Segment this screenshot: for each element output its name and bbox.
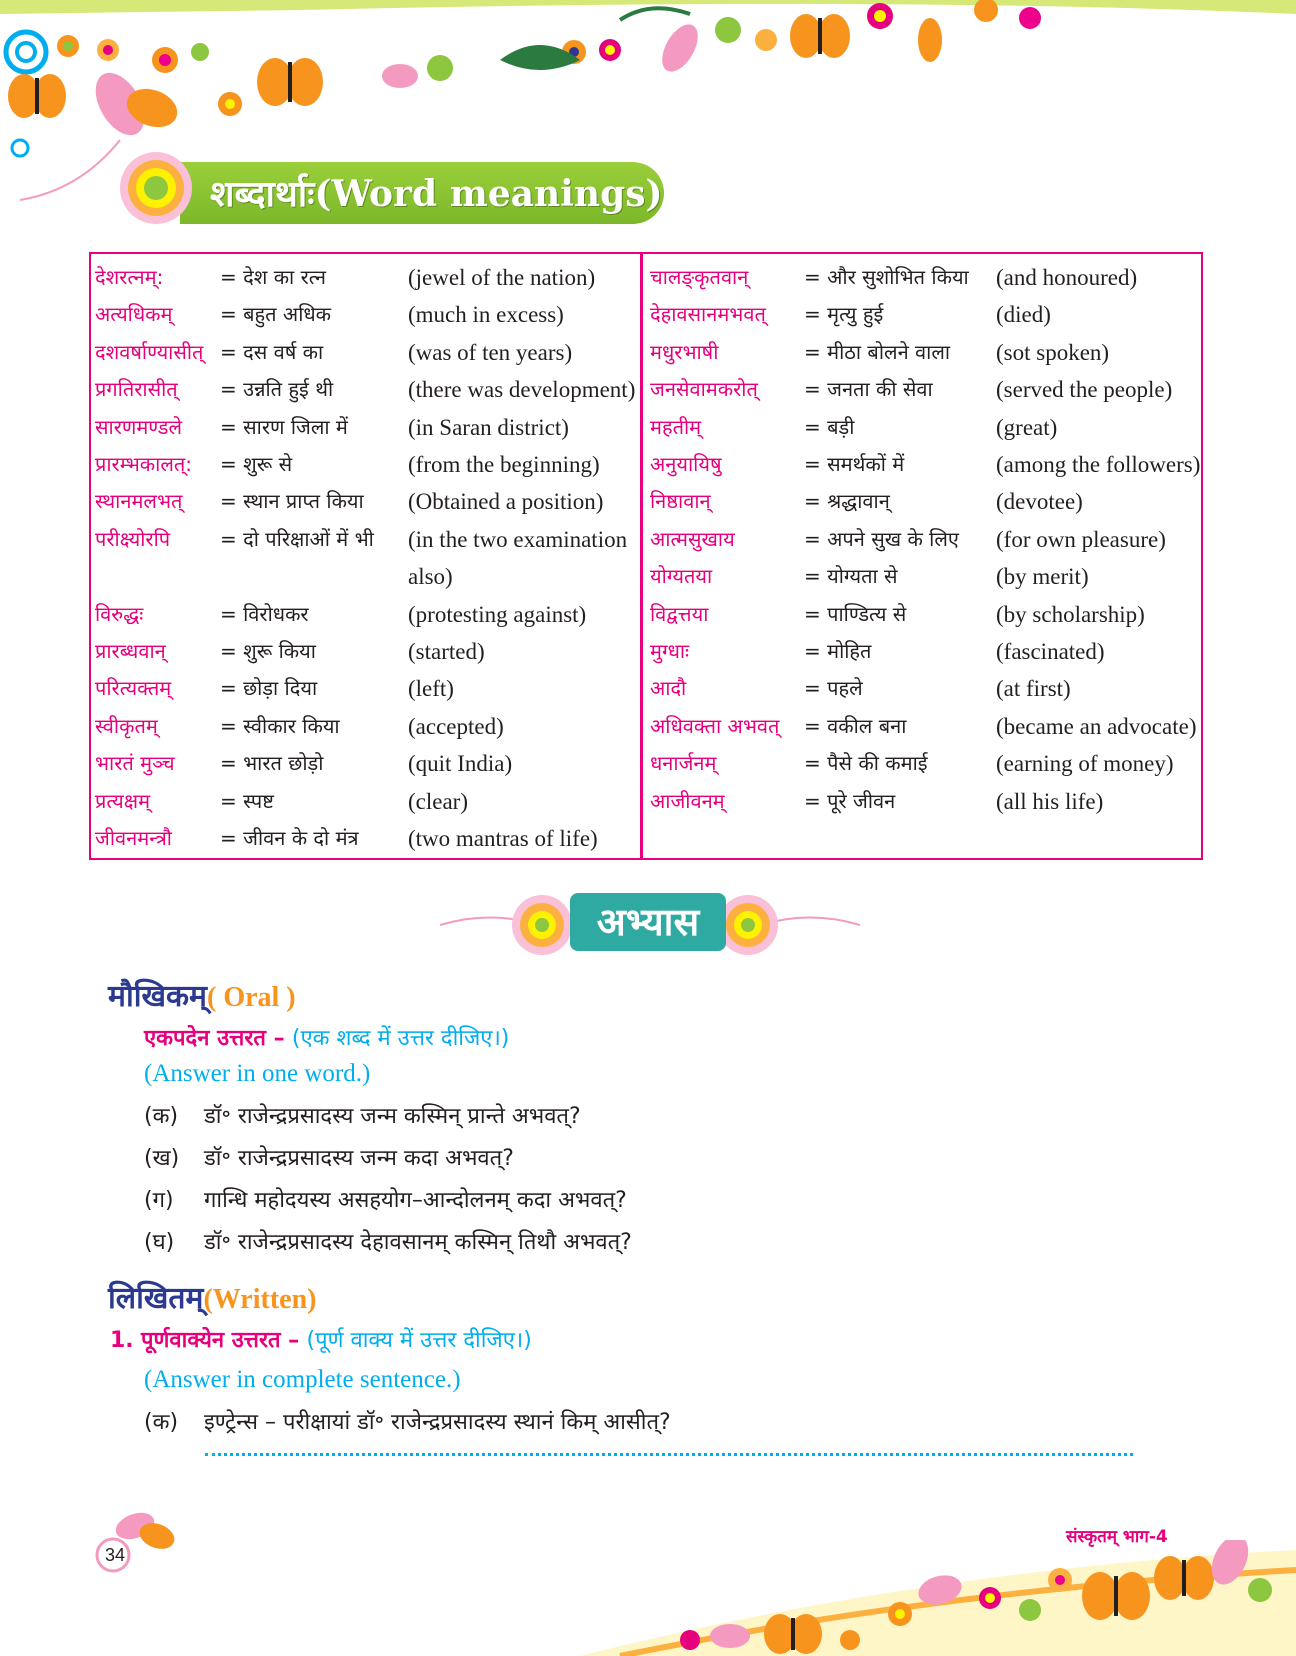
word-hindi-meaning: = दस वर्ष का: [220, 339, 324, 364]
oral-instruction-hindi: एकपदेन उत्तरत –: [144, 1026, 285, 1051]
word-term: स्वीकृतम्: [95, 713, 158, 738]
word-english-meaning: (fascinated): [996, 639, 1105, 664]
word-english-meaning: (clear): [408, 788, 468, 814]
word-term: जनसेवामकरोत्: [650, 377, 758, 402]
word-english-meaning: (devotee): [996, 489, 1083, 515]
word-english-meaning: (among the followers): [996, 452, 1201, 477]
word-english-meaning: (sot spoken): [996, 339, 1110, 365]
oral-question: [144, 1226, 632, 1256]
oral-heading-english: ( Oral ): [207, 982, 296, 1013]
word-english-meaning: (was of ten years): [408, 339, 573, 365]
word-hindi-meaning: = शुरू से: [220, 452, 293, 476]
word-meaning-row: [0, 409, 1296, 446]
word-english-meaning: (earning of money): [996, 751, 1174, 777]
word-meaning-row: [0, 558, 1296, 595]
word-hindi-meaning: = स्वीकार किया: [220, 713, 340, 738]
word-hindi-meaning: = श्रद्धावान्: [804, 489, 890, 514]
word-term: दशवर्षाण्यासीत्: [95, 339, 204, 364]
exercise-title: अभ्यास: [596, 900, 700, 944]
question-label: (क): [144, 1410, 179, 1435]
word-hindi-meaning: = जनता की सेवा: [804, 377, 933, 402]
word-english-meaning: (much in excess): [408, 302, 564, 328]
word-term: परीक्ष्योरपि: [95, 526, 171, 551]
word-meaning-row: [0, 521, 1296, 558]
question-label: (ग): [144, 1188, 174, 1213]
word-term: विद्वत्तया: [650, 601, 709, 626]
word-english-meaning: (protesting against): [408, 601, 587, 627]
oral-question: [144, 1100, 581, 1130]
oral-heading: [108, 974, 296, 1015]
word-meaning-row: [0, 296, 1296, 333]
word-english-meaning: (left): [408, 676, 454, 702]
word-english-meaning: (died): [996, 302, 1051, 328]
word-english-meaning: (served the people): [996, 377, 1173, 403]
written-instruction-hindi: पूर्णवाक्येन उत्तरत –: [140, 1328, 300, 1353]
word-term: जीवनमन्त्रौ: [95, 826, 172, 850]
word-meaning-row: [0, 783, 1296, 820]
word-hindi-meaning: = देश का रत्न: [220, 265, 327, 289]
word-meaning-row: [0, 371, 1296, 408]
word-meaning-row: [0, 259, 1296, 296]
written-number: 1.: [110, 1328, 134, 1353]
word-hindi-meaning: = बड़ी: [804, 414, 855, 439]
written-heading-hindi: लिखितम्: [108, 1281, 204, 1316]
word-term: प्रगतिरासीत्: [95, 377, 178, 402]
word-hindi-meaning: = सारण जिला में: [220, 414, 348, 439]
written-instruction-hint: (पूर्ण वाक्य में उत्तर दीजिए।): [306, 1328, 532, 1353]
footer-decoration: [560, 1540, 1296, 1656]
question-text: डॉ॰ राजेन्द्रप्रसादस्य जन्म कस्मिन् प्रान्ते अभवत्?: [204, 1104, 581, 1129]
word-hindi-meaning: = भारत छोड़ो: [220, 751, 324, 776]
oral-instruction-hint: (एक शब्द में उत्तर दीजिए।): [291, 1026, 510, 1051]
word-english-meaning: (in Saran district): [408, 414, 569, 440]
page-number: 34: [104, 1545, 126, 1565]
page-title: [210, 166, 663, 222]
word-term: देशरत्नम्:: [95, 265, 164, 289]
word-hindi-meaning: = और सुशोभित किया: [804, 265, 969, 289]
word-meaning-row: [0, 334, 1296, 371]
word-term: विरुद्धः: [95, 601, 144, 626]
written-instruction-english: (Answer in complete sentence.): [144, 1366, 461, 1393]
word-meaning-row: [0, 633, 1296, 670]
word-english-meaning: (for own pleasure): [996, 526, 1166, 552]
written-question: [144, 1406, 671, 1436]
word-hindi-meaning: = पहले: [804, 676, 863, 701]
word-hindi-meaning: = अपने सुख के लिए: [804, 526, 959, 551]
word-hindi-meaning: = मीठा बोलने वाला: [804, 339, 951, 364]
word-meaning-row: [0, 483, 1296, 520]
written-heading: [108, 1276, 316, 1317]
word-english-meaning: (there was development): [408, 377, 636, 403]
written-heading-english: (Written): [203, 1284, 317, 1315]
exercise-banner: [430, 880, 870, 970]
question-text: डॉ॰ राजेन्द्रप्रसादस्य जन्म कदा अभवत्?: [204, 1146, 514, 1171]
word-term: देहावसानमभवत्: [650, 302, 766, 327]
written-instruction: [110, 1324, 532, 1354]
word-term: प्रारब्धवान्: [95, 639, 166, 663]
book-title: संस्कृतम् भाग-4: [1066, 1527, 1168, 1547]
word-hindi-meaning: = शुरू किया: [220, 639, 316, 663]
word-meaning-row: [0, 708, 1296, 745]
word-term: आत्मसुखाय: [650, 526, 735, 551]
word-meaning-row: [0, 596, 1296, 633]
word-english-meaning: (by merit): [996, 564, 1089, 590]
word-english-meaning: (accepted): [408, 713, 504, 739]
oral-instruction-english: (Answer in one word.): [144, 1060, 371, 1087]
word-term: भारतं मुञ्च: [95, 751, 175, 776]
oral-heading-hindi: मौखिकम्: [108, 979, 207, 1014]
word-english-meaning: (quit India): [408, 751, 513, 777]
word-english-meaning: (jewel of the nation): [408, 265, 596, 290]
word-term: चालङ्कृतवान्: [650, 265, 749, 289]
word-english-meaning: (and honoured): [996, 265, 1138, 290]
word-hindi-meaning: = उन्नति हुई थी: [220, 377, 334, 402]
word-hindi-meaning: = पूरे जीवन: [804, 788, 896, 813]
question-text: इण्ट्रेन्स – परीक्षायां डॉ॰ राजेन्द्रप्रसादस्य स्थानं किम् आसीत्?: [204, 1410, 671, 1435]
word-term: प्रत्यक्षम्: [95, 788, 151, 813]
word-english-meaning: (great): [996, 414, 1058, 440]
word-hindi-meaning: = विरोधकर: [220, 601, 309, 626]
word-hindi-meaning: = छोड़ा दिया: [220, 676, 318, 701]
word-english-meaning: (all his life): [996, 788, 1104, 814]
word-term: अनुयायिषु: [650, 452, 722, 476]
word-term: अधिवक्ता अभवत्: [650, 713, 780, 738]
word-term: मुग्धाः: [650, 639, 690, 663]
word-meaning-row: [0, 745, 1296, 782]
word-english-meaning: (started): [408, 639, 485, 664]
target-circle-icon: [118, 148, 194, 228]
word-term: मधुरभाषी: [650, 339, 719, 364]
word-meaning-row: [0, 670, 1296, 707]
oral-question: [144, 1142, 514, 1172]
word-term: आजीवनम्: [650, 788, 725, 813]
word-english-meaning: (at first): [996, 676, 1071, 702]
word-term: परित्यक्तम्: [95, 676, 172, 701]
word-term: धनार्जनम्: [650, 751, 717, 776]
oral-question: [144, 1184, 627, 1214]
leaf-icon: [500, 8, 690, 70]
word-hindi-meaning: = पैसे की कमाई: [804, 751, 928, 776]
swirl-icon: [6, 32, 46, 72]
word-term: स्थानमलभत्: [95, 489, 183, 514]
word-hindi-meaning: = वकील बना: [804, 713, 907, 738]
word-hindi-meaning: = योग्यता से: [804, 564, 898, 589]
oral-instruction: [144, 1022, 509, 1052]
word-term: योग्यतया: [650, 564, 713, 589]
question-label: (घ): [144, 1230, 175, 1255]
title-english: (Word meanings): [314, 173, 663, 215]
word-hindi-meaning: = दो परिक्षाओं में भी: [220, 526, 374, 551]
word-english-meaning: (in the two examination: [408, 526, 628, 552]
word-hindi-meaning: = स्पष्ट: [220, 788, 274, 813]
word-hindi-meaning: = जीवन के दो मंत्र: [220, 826, 359, 850]
word-meaning-row: [0, 820, 1296, 857]
word-english-meaning: (by scholarship): [996, 601, 1145, 627]
word-hindi-meaning: = बहुत अधिक: [220, 302, 332, 327]
word-hindi-meaning: = मृत्यु हुई: [804, 302, 884, 327]
question-text: गान्धि महोदयस्य असहयोग–आन्दोलनम् कदा अभवत्?: [204, 1188, 627, 1213]
word-hindi-meaning: = स्थान प्राप्त किया: [220, 489, 364, 514]
answer-line: [205, 1453, 1133, 1456]
word-english-meaning: (became an advocate): [996, 713, 1197, 739]
title-hindi: शब्दार्थाः: [210, 173, 315, 215]
question-label: (ख): [144, 1146, 180, 1171]
question-label: (क): [144, 1104, 179, 1129]
word-english-meaning: (Obtained a position): [408, 489, 604, 515]
word-term: निष्ठावान्: [650, 489, 711, 514]
word-hindi-meaning: = पाण्डित्य से: [804, 601, 907, 626]
word-meaning-row: [0, 446, 1296, 483]
word-term: महतीम्: [650, 414, 702, 439]
word-term: अत्यधिकम्: [95, 302, 173, 327]
word-english-meaning: (two mantras of life): [408, 826, 598, 851]
word-english-meaning: also): [408, 564, 453, 590]
word-hindi-meaning: = समर्थकों में: [804, 452, 905, 476]
word-term: सारणमण्डले: [95, 414, 183, 439]
word-term: आदौ: [650, 676, 687, 701]
word-term: प्रारम्भकालत्:: [95, 452, 193, 476]
word-hindi-meaning: = मोहित: [804, 639, 872, 663]
word-english-meaning: (from the beginning): [408, 452, 600, 477]
question-text: डॉ॰ राजेन्द्रप्रसादस्य देहावसानम् कस्मिन् तिथौ अभवत्?: [204, 1230, 632, 1255]
